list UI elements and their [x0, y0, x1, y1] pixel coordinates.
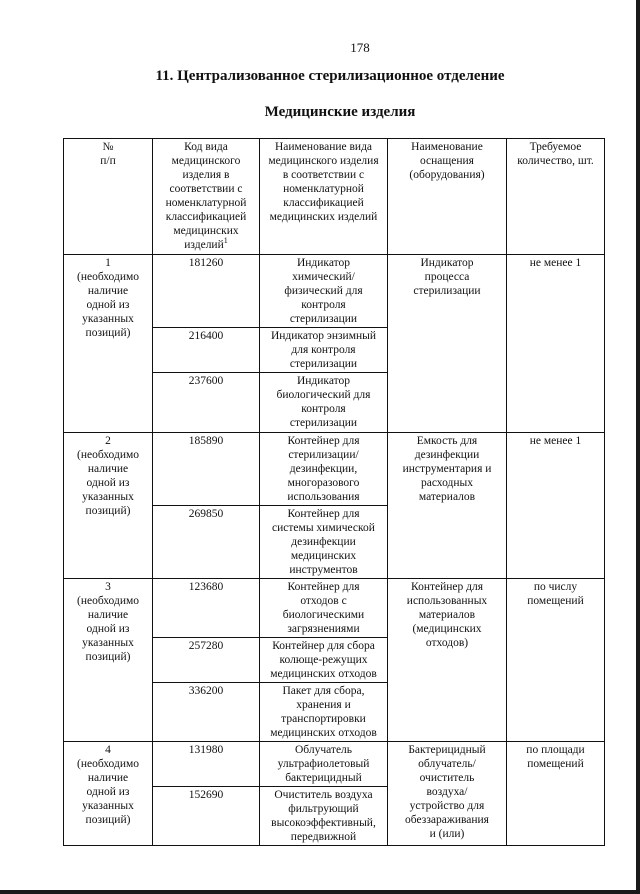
group-quantity: по числу помещений	[507, 579, 605, 742]
group-equipment: Емкость для дезинфекции инструментария и расходных материалов	[388, 433, 507, 579]
group-equipment: Индикатор процесса стерилизации	[388, 255, 507, 433]
item-code: 123680	[153, 579, 260, 638]
item-code: 257280	[153, 638, 260, 683]
item-code: 181260	[153, 255, 260, 328]
header-code: Код вида медицинского изделия в соответствии с номенклатурной классификацией медицинских изделий$^1$	[153, 139, 260, 255]
table-row	[64, 433, 605, 506]
table-row	[64, 255, 605, 328]
item-code: 216400	[153, 328, 260, 373]
group-num: 1 (необходимо наличие одной из указанных позиций)	[64, 255, 153, 433]
item-code: 131980	[153, 742, 260, 787]
item-name: Пакет для сбора, хранения и транспортировки медицинских отходов	[260, 683, 388, 742]
subtitle: Медицинские изделия	[264, 104, 416, 120]
item-name: Индикатор химический/ физический для контроля стерилизации	[260, 255, 388, 328]
item-name: Контейнер для сбора колюще-режущих медицинских отходов	[260, 638, 388, 683]
footnote-mark: 1	[223, 236, 228, 246]
group-quantity: не менее 1	[507, 255, 605, 433]
group-equipment: Бактерицидный облучатель/ очиститель воздуха/ устройство для обеззараживания и (или)	[388, 742, 507, 846]
equipment-table	[63, 138, 605, 846]
item-name: Контейнер для стерилизации/ дезинфекции, многоразового использования	[260, 433, 388, 506]
item-name: Индикатор энзимный для контроля стерилизации	[260, 328, 388, 373]
group-quantity: по площади помещений	[507, 742, 605, 846]
header-name: Наименование вида медицинского изделия в соответствии с номенклатурной классификацией медицинских изделий	[260, 139, 388, 255]
item-name: Индикатор биологический для контроля стерилизации	[260, 373, 388, 433]
item-code: 269850	[153, 506, 260, 579]
item-name: Контейнер для системы химической дезинфекции медицинских инструментов	[260, 506, 388, 579]
header-quantity: Требуемое количество, шт.	[507, 139, 605, 255]
item-code: 185890	[153, 433, 260, 506]
item-code: 336200	[153, 683, 260, 742]
item-name: Облучатель ультрафиолетовый бактерицидный	[260, 742, 388, 787]
group-quantity: не менее 1	[507, 433, 605, 579]
group-num: 3 (необходимо наличие одной из указанных позиций)	[64, 579, 153, 742]
item-code: 152690	[153, 787, 260, 846]
group-num: 4 (необходимо наличие одной из указанных позиций)	[64, 742, 153, 846]
header-equipment: Наименование оснащения (оборудования)	[388, 139, 507, 255]
group-equipment: Контейнер для использованных материалов (медицинских отходов)	[388, 579, 507, 742]
item-name: Контейнер для отходов с биологическими загрязнениями	[260, 579, 388, 638]
item-name: Очиститель воздуха фильтрующий высокоэффективный, передвижной	[260, 787, 388, 846]
equipment-table-wrap	[63, 138, 604, 846]
page-number: 178	[350, 40, 370, 55]
table-header-row	[64, 139, 605, 255]
group-num: 2 (необходимо наличие одной из указанных позиций)	[64, 433, 153, 579]
header-num: № п/п	[64, 139, 153, 255]
table-row	[64, 742, 605, 787]
section-title: 11. Централизованное стерилизационное отделение	[155, 68, 505, 84]
item-code: 237600	[153, 373, 260, 433]
table-row	[64, 579, 605, 638]
